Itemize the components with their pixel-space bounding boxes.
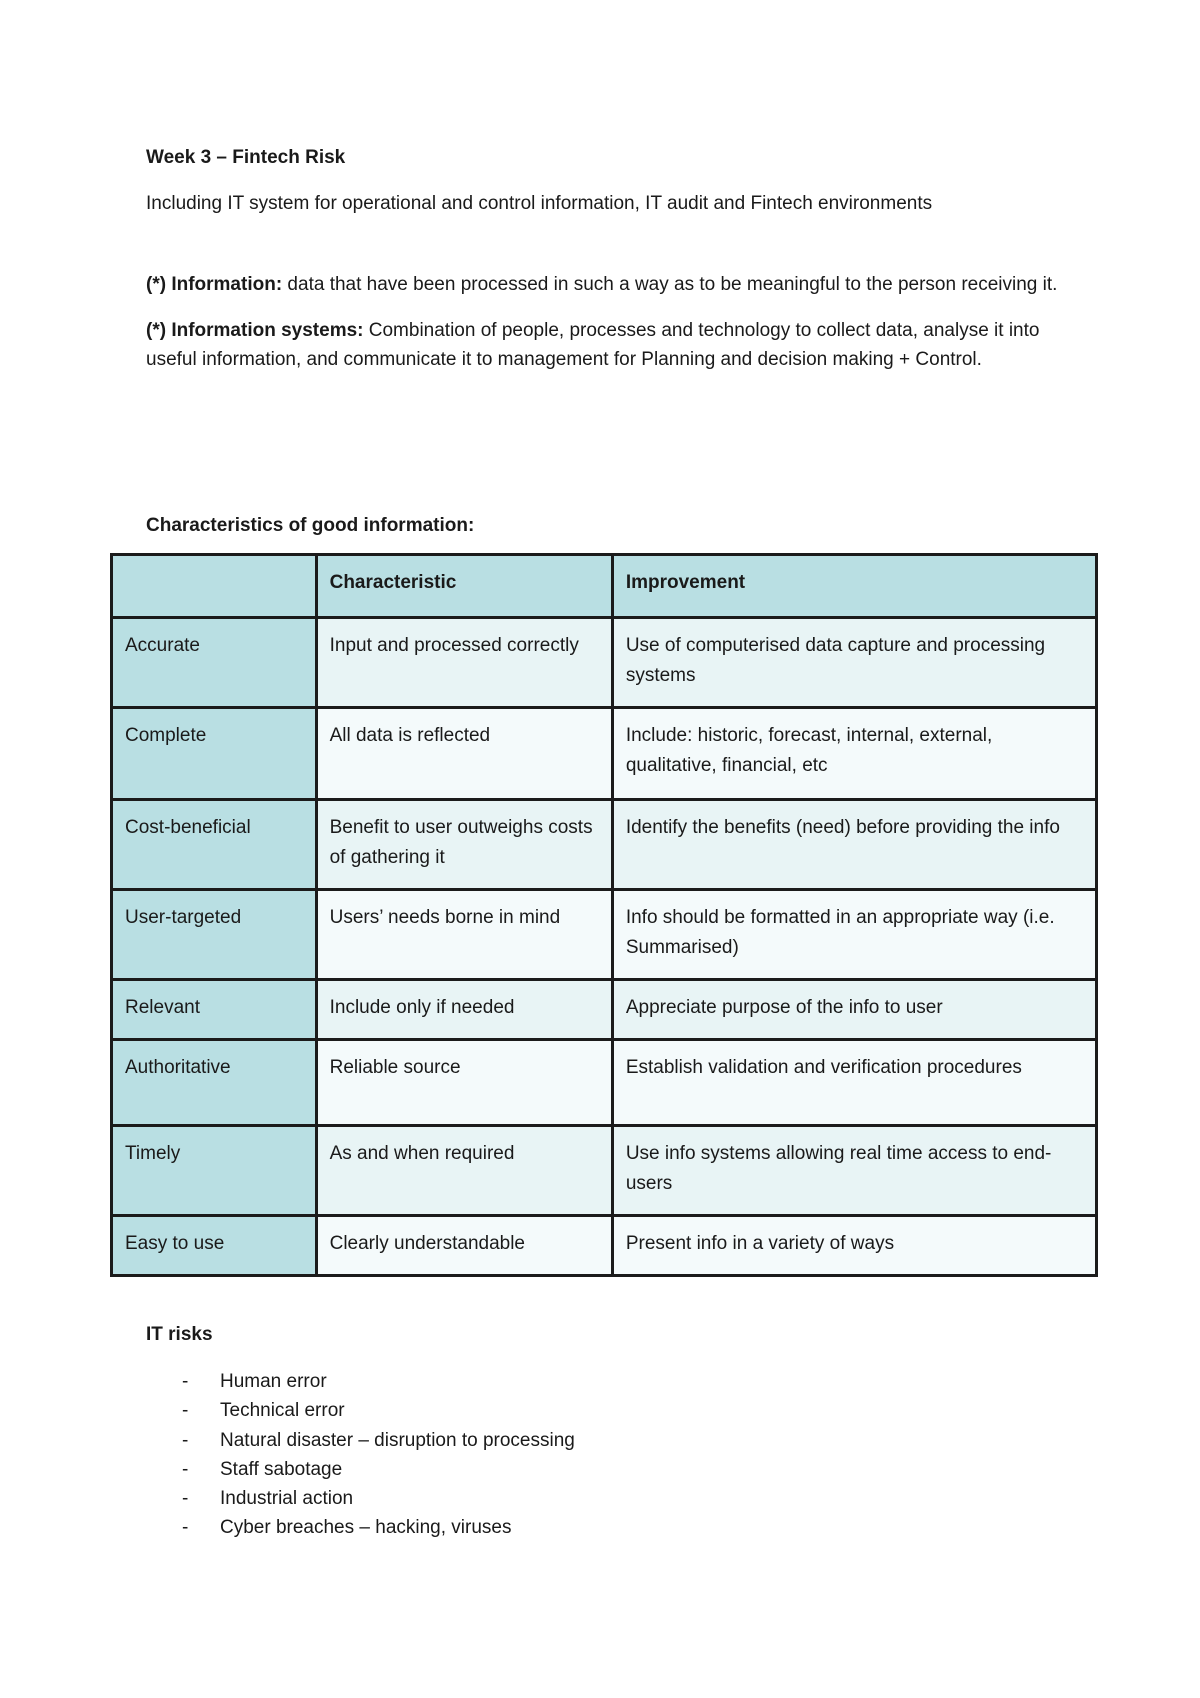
table-cell: Clearly understandable	[316, 1216, 612, 1276]
bullet-dash: -	[182, 1371, 189, 1392]
list-item-text: Natural disaster – disruption to processing	[220, 1429, 575, 1451]
definition-information	[146, 270, 1066, 300]
table-cell: Use of computerised data capture and processing systems	[612, 618, 1096, 708]
table-cell: Reliable source	[316, 1040, 612, 1126]
it-risks-list	[146, 1367, 575, 1543]
bullet-dash: -	[182, 1429, 189, 1451]
table-header-cell	[112, 555, 317, 618]
list-item	[146, 1396, 575, 1425]
table-header-cell: Improvement	[612, 555, 1096, 618]
bullet-dash: -	[182, 1400, 189, 1422]
table-row	[112, 980, 1097, 1040]
table-cell: Present info in a variety of ways	[612, 1216, 1096, 1276]
list-item-text: Cyber breaches – hacking, viruses	[220, 1517, 512, 1539]
table-cell: Relevant	[112, 980, 317, 1040]
list-item	[146, 1484, 575, 1513]
table-row	[112, 890, 1097, 980]
table-row	[112, 708, 1097, 800]
list-item	[146, 1426, 575, 1455]
definition-text: Combination of people, processes and technology to collect data, analyse it into useful information, and communicate it to management for Planning and decision making + Control.	[146, 319, 1040, 370]
list-item	[146, 1367, 575, 1396]
table-cell: All data is reflected	[316, 708, 612, 800]
table-header-cell: Characteristic	[316, 555, 612, 618]
table-cell: Include: historic, forecast, internal, external, qualitative, financial, etc	[612, 708, 1096, 800]
it-risks-heading: IT risks	[146, 1324, 213, 1345]
table-cell: User-targeted	[112, 890, 317, 980]
table-cell: Accurate	[112, 618, 317, 708]
table-cell: Authoritative	[112, 1040, 317, 1126]
definition-information-systems	[146, 316, 1066, 375]
table-header-row	[112, 555, 1097, 618]
table-cell: Establish validation and verification procedures	[612, 1040, 1096, 1126]
table-cell: Easy to use	[112, 1216, 317, 1276]
table-cell: Timely	[112, 1126, 317, 1216]
table-cell: Include only if needed	[316, 980, 612, 1040]
characteristics-table	[110, 553, 1098, 1277]
table-cell: As and when required	[316, 1126, 612, 1216]
list-item	[146, 1513, 575, 1542]
bullet-dash: -	[182, 1458, 189, 1480]
bullet-dash: -	[182, 1488, 189, 1510]
table-cell: Complete	[112, 708, 317, 800]
list-item-text: Human error	[220, 1371, 327, 1392]
table-cell: Input and processed correctly	[316, 618, 612, 708]
list-item-text: Staff sabotage	[220, 1458, 343, 1480]
characteristics-heading: Characteristics of good information:	[146, 515, 475, 536]
table-cell: Benefit to user outweighs costs of gathering it	[316, 800, 612, 890]
table-row	[112, 1216, 1097, 1276]
table-cell: Appreciate purpose of the info to user	[612, 980, 1096, 1040]
page-subtitle: Including IT system for operational and control information, IT audit and Fintech environments	[146, 193, 933, 214]
table-row	[112, 1040, 1097, 1126]
table-row	[112, 618, 1097, 708]
table-cell: Info should be formatted in an appropriate way (i.e. Summarised)	[612, 890, 1096, 980]
document-body	[146, 144, 1066, 375]
page-title: Week 3 – Fintech Risk	[146, 147, 346, 168]
table-cell: Cost-beneficial	[112, 800, 317, 890]
table-cell: Identify the benefits (need) before providing the info	[612, 800, 1096, 890]
list-item	[146, 1455, 575, 1484]
table-cell: Users’ needs borne in mind	[316, 890, 612, 980]
table-row	[112, 800, 1097, 890]
table-cell: Use info systems allowing real time access to end-users	[612, 1126, 1096, 1216]
definition-text: data that have been processed in such a way as to be meaningful to the person receiving it.	[282, 274, 1058, 295]
table-row	[112, 1126, 1097, 1216]
definition-term: (*) Information:	[146, 274, 283, 295]
list-item-text: Industrial action	[220, 1488, 354, 1510]
bullet-dash: -	[182, 1517, 189, 1539]
list-item-text: Technical error	[220, 1400, 345, 1422]
definition-term: (*) Information systems:	[146, 319, 364, 341]
